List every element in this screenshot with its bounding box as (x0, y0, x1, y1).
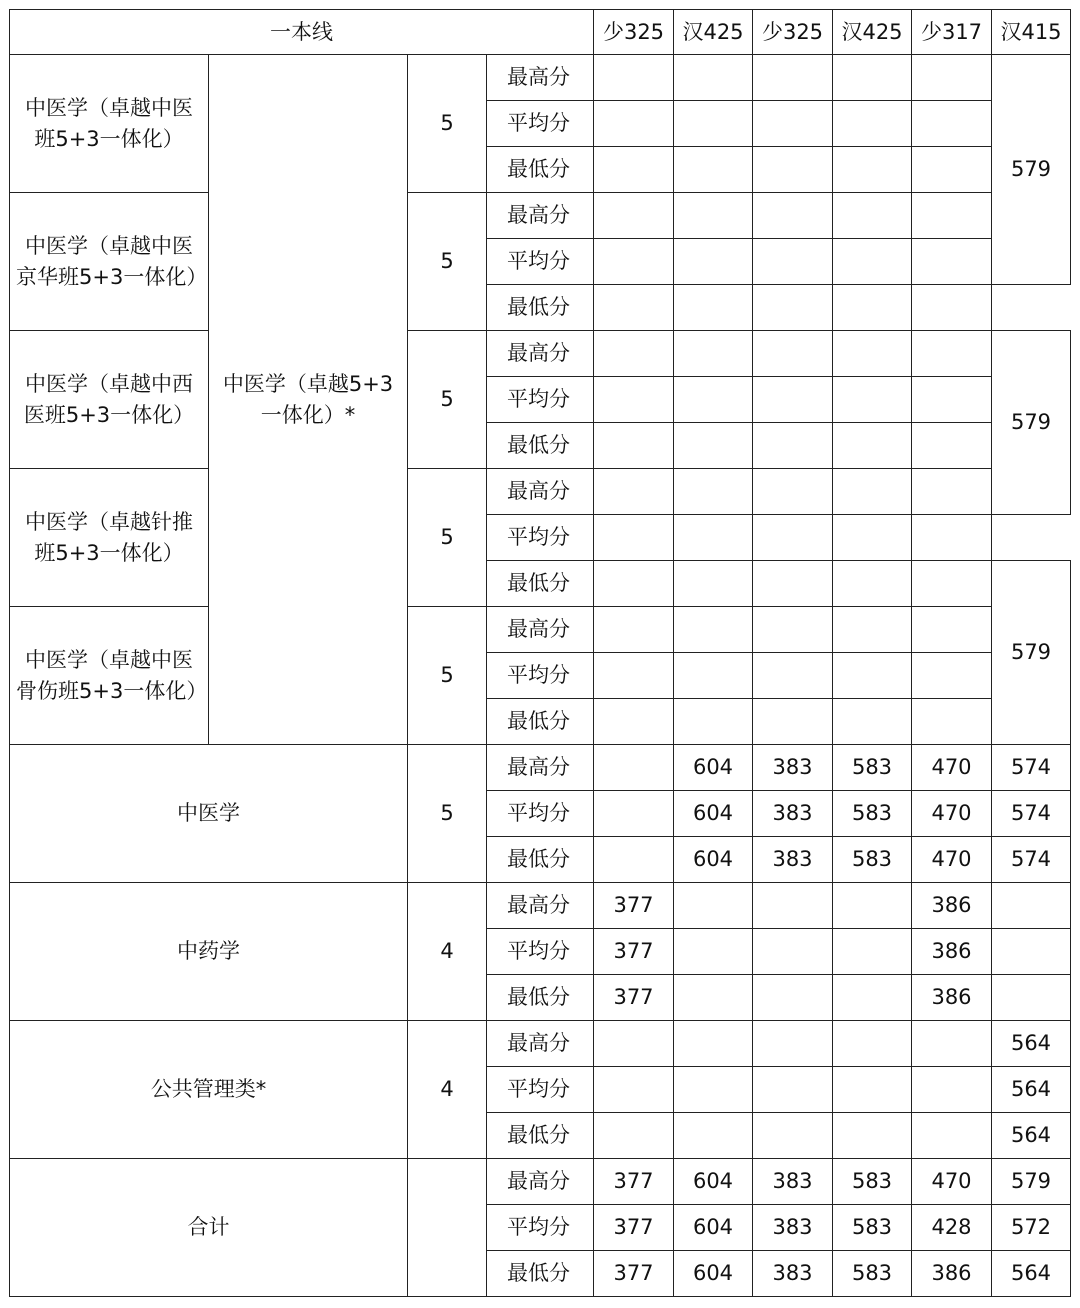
score-cell (674, 515, 753, 561)
score-cell (753, 1021, 833, 1067)
stat-label: 最高分 (487, 193, 594, 239)
program-years: 5 (408, 331, 487, 469)
score-cell (912, 193, 992, 239)
score-cell: 574 (992, 791, 1071, 837)
stat-label: 平均分 (487, 1067, 594, 1113)
score-cell (674, 561, 753, 607)
score-cell (833, 147, 912, 193)
score-cell (753, 1113, 833, 1159)
score-cell (674, 239, 753, 285)
header-col: 少325 (753, 10, 833, 55)
score-cell: 470 (912, 837, 992, 883)
score-cell (674, 331, 753, 377)
score-cell (912, 561, 992, 607)
score-cell (833, 55, 912, 101)
score-cell: 470 (912, 745, 992, 791)
score-cell (594, 837, 674, 883)
table-row (10, 1159, 1071, 1205)
merged-score-cell: 579 (992, 331, 1071, 515)
header-row (10, 10, 1071, 55)
score-cell (674, 101, 753, 147)
score-cell (594, 331, 674, 377)
header-col: 汉415 (992, 10, 1071, 55)
score-cell (674, 55, 753, 101)
stat-label: 最低分 (487, 423, 594, 469)
score-cell (833, 1067, 912, 1113)
score-cell: 604 (674, 1205, 753, 1251)
score-cell: 564 (992, 1113, 1071, 1159)
score-cell (912, 1067, 992, 1113)
score-cell: 604 (674, 837, 753, 883)
score-cell: 604 (674, 745, 753, 791)
stat-label: 最低分 (487, 975, 594, 1021)
stat-label: 平均分 (487, 929, 594, 975)
stat-label: 平均分 (487, 101, 594, 147)
score-cell (594, 285, 674, 331)
score-cell: 572 (992, 1205, 1071, 1251)
score-cell (833, 1021, 912, 1067)
sub-major-name: 中医学（卓越针推班5+3一体化） (10, 469, 209, 607)
score-cell (912, 515, 992, 561)
stat-label: 平均分 (487, 515, 594, 561)
score-cell (594, 469, 674, 515)
stat-label: 最高分 (487, 1021, 594, 1067)
score-cell (753, 607, 833, 653)
program-years: 5 (408, 193, 487, 331)
score-cell: 583 (833, 1159, 912, 1205)
table-row (10, 1021, 1071, 1067)
score-cell (833, 561, 912, 607)
score-cell: 386 (912, 975, 992, 1021)
score-cell (753, 975, 833, 1021)
program-years: 5 (408, 607, 487, 745)
score-cell (753, 469, 833, 515)
score-cell: 604 (674, 1251, 753, 1297)
score-cell (674, 1113, 753, 1159)
score-cell (833, 929, 912, 975)
score-cell: 428 (912, 1205, 992, 1251)
score-cell (674, 193, 753, 239)
score-cell (753, 423, 833, 469)
score-cell (912, 469, 992, 515)
stat-label: 最低分 (487, 699, 594, 745)
program-years: 4 (408, 1021, 487, 1159)
score-cell (594, 699, 674, 745)
score-cell (674, 147, 753, 193)
score-cell (674, 607, 753, 653)
program-years: 5 (408, 469, 487, 607)
score-cell (674, 1021, 753, 1067)
score-cell: 383 (753, 791, 833, 837)
score-cell: 377 (594, 929, 674, 975)
score-cell: 386 (912, 929, 992, 975)
score-cell: 574 (992, 837, 1071, 883)
score-cell: 470 (912, 1159, 992, 1205)
score-cell (992, 929, 1071, 975)
major-group-name: 中医学（卓越5+3一体化）* (209, 55, 408, 745)
score-cell: 583 (833, 1205, 912, 1251)
score-cell (912, 699, 992, 745)
score-cell (674, 653, 753, 699)
score-cell (594, 1067, 674, 1113)
score-cell (674, 699, 753, 745)
stat-label: 最高分 (487, 1159, 594, 1205)
header-col: 少317 (912, 10, 992, 55)
score-cell (833, 1113, 912, 1159)
stat-label: 最低分 (487, 285, 594, 331)
table-row (10, 883, 1071, 929)
score-cell (912, 1113, 992, 1159)
score-cell (753, 515, 833, 561)
score-cell (594, 55, 674, 101)
score-cell: 564 (992, 1067, 1071, 1113)
score-cell: 583 (833, 791, 912, 837)
score-table (9, 9, 1071, 1297)
score-cell (753, 561, 833, 607)
header-col: 少325 (594, 10, 674, 55)
stat-label: 最低分 (487, 561, 594, 607)
stat-label: 最低分 (487, 1251, 594, 1297)
score-cell: 579 (992, 1159, 1071, 1205)
score-cell (753, 1067, 833, 1113)
score-cell (912, 285, 992, 331)
score-cell (674, 975, 753, 1021)
table-row (10, 607, 1071, 653)
score-cell (912, 147, 992, 193)
score-cell: 383 (753, 1251, 833, 1297)
major-name: 合计 (10, 1159, 408, 1297)
score-cell (594, 515, 674, 561)
score-cell: 564 (992, 1251, 1071, 1297)
score-cell (833, 469, 912, 515)
score-cell (833, 331, 912, 377)
stat-label: 最高分 (487, 883, 594, 929)
score-cell (594, 193, 674, 239)
score-cell (753, 883, 833, 929)
score-cell (674, 883, 753, 929)
score-cell (594, 791, 674, 837)
score-cell (674, 377, 753, 423)
score-cell (753, 377, 833, 423)
score-cell (753, 331, 833, 377)
header-col: 汉425 (674, 10, 753, 55)
score-cell (674, 469, 753, 515)
score-cell: 377 (594, 1251, 674, 1297)
score-cell: 383 (753, 745, 833, 791)
score-cell: 386 (912, 1251, 992, 1297)
score-cell (753, 101, 833, 147)
score-cell: 604 (674, 1159, 753, 1205)
table-row (10, 469, 1071, 515)
score-cell (912, 1021, 992, 1067)
score-cell: 564 (992, 1021, 1071, 1067)
score-cell (833, 653, 912, 699)
major-name: 中药学 (10, 883, 408, 1021)
header-col: 汉425 (833, 10, 912, 55)
stat-label: 平均分 (487, 239, 594, 285)
score-cell (594, 377, 674, 423)
score-cell: 583 (833, 1251, 912, 1297)
score-cell (753, 55, 833, 101)
header-cutoff-label: 一本线 (10, 10, 594, 55)
sub-major-name: 中医学（卓越中医班5+3一体化） (10, 55, 209, 193)
score-cell (912, 101, 992, 147)
score-cell (833, 515, 912, 561)
sub-major-name: 中医学（卓越中医骨伤班5+3一体化） (10, 607, 209, 745)
sub-major-name: 中医学（卓越中西医班5+3一体化） (10, 331, 209, 469)
score-cell (833, 285, 912, 331)
stat-label: 平均分 (487, 791, 594, 837)
score-cell (833, 699, 912, 745)
sub-major-name: 中医学（卓越中医京华班5+3一体化） (10, 193, 209, 331)
table-row (10, 745, 1071, 791)
score-cell: 583 (833, 837, 912, 883)
score-cell (594, 423, 674, 469)
stat-label: 平均分 (487, 1205, 594, 1251)
score-cell (833, 975, 912, 1021)
score-cell (594, 607, 674, 653)
program-years: 4 (408, 883, 487, 1021)
score-cell (992, 975, 1071, 1021)
stat-label: 最高分 (487, 469, 594, 515)
table-row (10, 55, 1071, 101)
score-cell (594, 1113, 674, 1159)
score-cell (753, 193, 833, 239)
merged-score-cell: 579 (992, 561, 1071, 745)
score-cell (992, 883, 1071, 929)
score-cell: 377 (594, 883, 674, 929)
stat-label: 平均分 (487, 377, 594, 423)
stat-label: 平均分 (487, 653, 594, 699)
score-cell (674, 929, 753, 975)
score-cell (833, 607, 912, 653)
score-cell: 583 (833, 745, 912, 791)
score-cell (594, 239, 674, 285)
score-cell: 383 (753, 1159, 833, 1205)
score-cell (833, 423, 912, 469)
score-cell (594, 147, 674, 193)
score-cell: 470 (912, 791, 992, 837)
program-years (408, 1159, 487, 1297)
score-cell (912, 423, 992, 469)
score-cell (753, 653, 833, 699)
stat-label: 最高分 (487, 55, 594, 101)
score-cell (594, 1021, 674, 1067)
score-cell (912, 331, 992, 377)
score-cell: 377 (594, 1205, 674, 1251)
score-cell (912, 55, 992, 101)
score-cell (912, 653, 992, 699)
table-row (10, 331, 1071, 377)
score-cell (753, 699, 833, 745)
score-cell (674, 423, 753, 469)
score-cell: 383 (753, 1205, 833, 1251)
score-cell: 604 (674, 791, 753, 837)
score-cell: 574 (992, 745, 1071, 791)
score-cell (833, 883, 912, 929)
score-cell (833, 101, 912, 147)
score-cell (594, 561, 674, 607)
score-cell: 377 (594, 975, 674, 1021)
stat-label: 最高分 (487, 607, 594, 653)
stat-label: 最低分 (487, 837, 594, 883)
score-cell (753, 239, 833, 285)
score-cell (674, 1067, 753, 1113)
score-cell (912, 377, 992, 423)
score-cell: 377 (594, 1159, 674, 1205)
major-name: 公共管理类* (10, 1021, 408, 1159)
score-cell: 386 (912, 883, 992, 929)
major-name: 中医学 (10, 745, 408, 883)
score-cell (594, 101, 674, 147)
score-cell (594, 653, 674, 699)
score-cell (594, 745, 674, 791)
stat-label: 最低分 (487, 147, 594, 193)
score-cell (753, 929, 833, 975)
stat-label: 最高分 (487, 331, 594, 377)
program-years: 5 (408, 55, 487, 193)
score-cell (674, 285, 753, 331)
score-cell (912, 607, 992, 653)
score-cell (753, 285, 833, 331)
program-years: 5 (408, 745, 487, 883)
score-cell (833, 377, 912, 423)
score-cell: 383 (753, 837, 833, 883)
score-cell (833, 193, 912, 239)
table-row (10, 193, 1071, 239)
stat-label: 最低分 (487, 1113, 594, 1159)
score-cell (912, 239, 992, 285)
score-cell (753, 147, 833, 193)
stat-label: 最高分 (487, 745, 594, 791)
merged-score-cell: 579 (992, 55, 1071, 285)
score-cell (833, 239, 912, 285)
